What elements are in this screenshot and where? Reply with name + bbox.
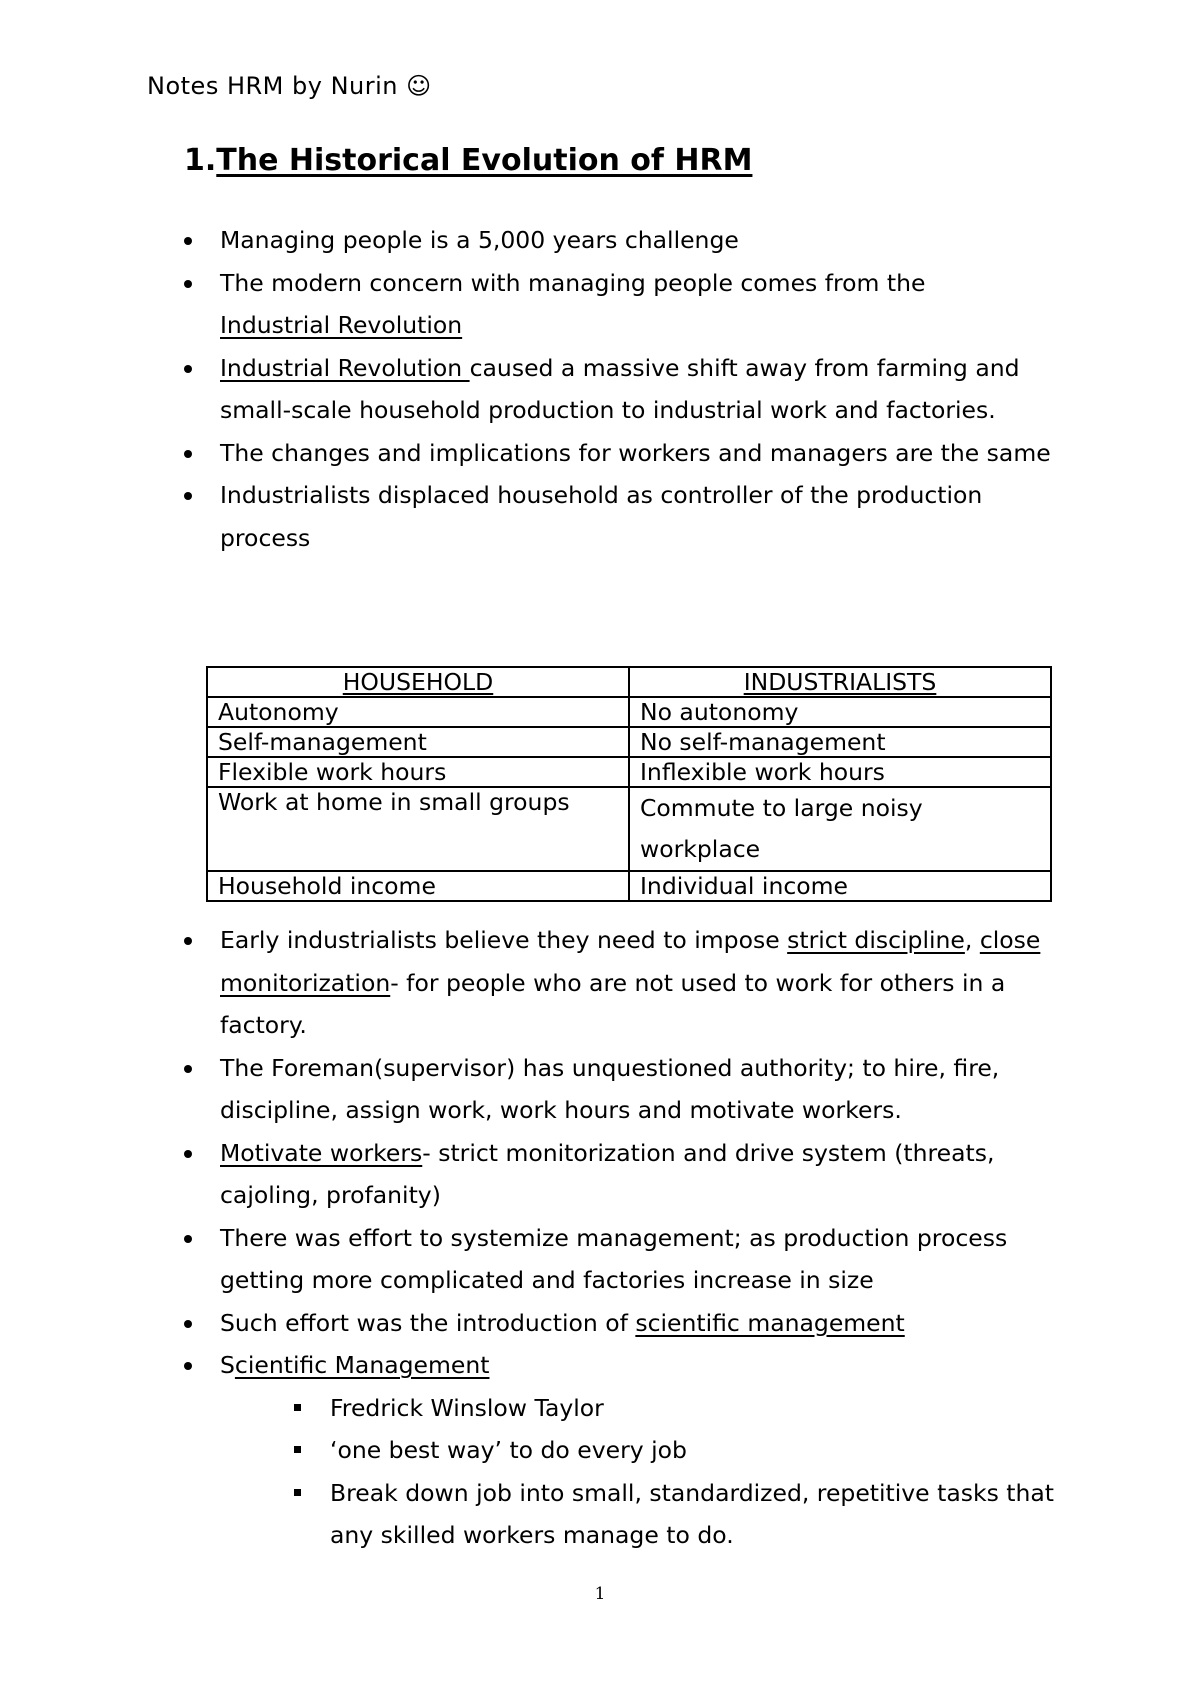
- underlined-term: Industrial Revolution: [220, 353, 470, 382]
- list-item: Industrial Revolution caused a massive shift away from farming and small-scale household production to industrial work and factories.: [0, 347, 1060, 432]
- table-cell: Inflexible work hours: [629, 757, 1051, 787]
- bullet-dot-icon: [184, 1150, 192, 1158]
- bullet-dot-icon: [184, 1235, 192, 1243]
- bullet-list-top: [0, 219, 1200, 559]
- table-cell: Household income: [207, 871, 629, 901]
- bullet-dot-icon: [184, 1320, 192, 1328]
- bullet-dot-icon: [184, 1362, 192, 1370]
- column-header-household: HOUSEHOLD: [207, 667, 629, 697]
- table-row: [207, 697, 1051, 727]
- section-title: [184, 143, 752, 178]
- sub-list-item: ‘one best way’ to do every job: [220, 1429, 1060, 1472]
- list-item: There was effort to systemize management; as production process getting more complicated and factories increase in size: [0, 1217, 1060, 1302]
- bullet-list-bottom: [0, 919, 1200, 1557]
- bullet-dot-icon: [184, 450, 192, 458]
- bullet-dot-icon: [184, 237, 192, 245]
- bullet-dot-icon: [184, 492, 192, 500]
- sub-list-item: Break down job into small, standardized, repetitive tasks that any skilled workers manage to do.: [220, 1472, 1060, 1557]
- table-row: [207, 727, 1051, 757]
- underlined-term: Motivate workers: [220, 1138, 423, 1167]
- square-bullet-icon: [294, 1404, 301, 1411]
- list-item: Such effort was the introduction of scientific management: [0, 1302, 1060, 1345]
- underlined-term: close monitorization: [220, 926, 1041, 997]
- section-number: 1.: [184, 143, 217, 178]
- underlined-term: cientific Management: [234, 1351, 490, 1379]
- list-item: Industrialists displaced household as controller of the production process: [0, 474, 1060, 559]
- table-header-row: [207, 667, 1051, 697]
- sub-list-item: Fredrick Winslow Taylor: [220, 1387, 1060, 1430]
- table-cell: Individual income: [629, 871, 1051, 901]
- list-item: The changes and implications for workers and managers are the same: [0, 432, 1060, 475]
- section-title-text: The Historical Evolution of HRM: [216, 143, 753, 178]
- header-note: Notes HRM by Nurin ☺: [147, 72, 432, 100]
- table-cell: Self-management: [207, 727, 629, 757]
- square-bullet-icon: [294, 1446, 301, 1453]
- underlined-term: scientific management: [635, 1308, 905, 1337]
- list-item: The modern concern with managing people comes from the Industrial Revolution: [0, 262, 1060, 347]
- list-item: The Foreman(supervisor) has unquestioned authority; to hire, fire, discipline, assign work, work hours and motivate workers.: [0, 1047, 1060, 1132]
- table-cell: No autonomy: [629, 697, 1051, 727]
- sub-bullet-list: [220, 1387, 1060, 1557]
- bullet-dot-icon: [184, 937, 192, 945]
- table-cell: Commute to large noisy workplace: [629, 787, 1051, 871]
- table-row: [207, 787, 1051, 871]
- square-bullet-icon: [294, 1489, 301, 1496]
- page-number: 1: [594, 1584, 606, 1604]
- table-cell: No self-management: [629, 727, 1051, 757]
- list-item: Early industrialists believe they need to impose strict discipline, close monitorization- for people who are not used to work for others in a factory.: [0, 919, 1060, 1047]
- table-cell: Flexible work hours: [207, 757, 629, 787]
- table-row: [207, 757, 1051, 787]
- table-cell: Autonomy: [207, 697, 629, 727]
- list-item: Managing people is a 5,000 years challenge: [0, 219, 1060, 262]
- bullet-dot-icon: [184, 280, 192, 288]
- bullet-dot-icon: [184, 365, 192, 373]
- table-cell: Work at home in small groups: [207, 787, 629, 871]
- list-item: Scientific Management Fredrick Winslow Taylor ‘one best way’ to do every job Break down job into small, standardized, repetitive tasks that any skilled workers manage to do.: [0, 1344, 1060, 1557]
- underlined-term: Industrial Revolution: [220, 311, 463, 339]
- bullet-dot-icon: [184, 1065, 192, 1073]
- underlined-term: strict discipline: [787, 926, 965, 954]
- comparison-table: [206, 666, 1052, 902]
- column-header-industrialists: INDUSTRIALISTS: [629, 667, 1051, 697]
- table-row: [207, 871, 1051, 901]
- list-item: Motivate workers- strict monitorization and drive system (threats, cajoling, profanity): [0, 1132, 1060, 1217]
